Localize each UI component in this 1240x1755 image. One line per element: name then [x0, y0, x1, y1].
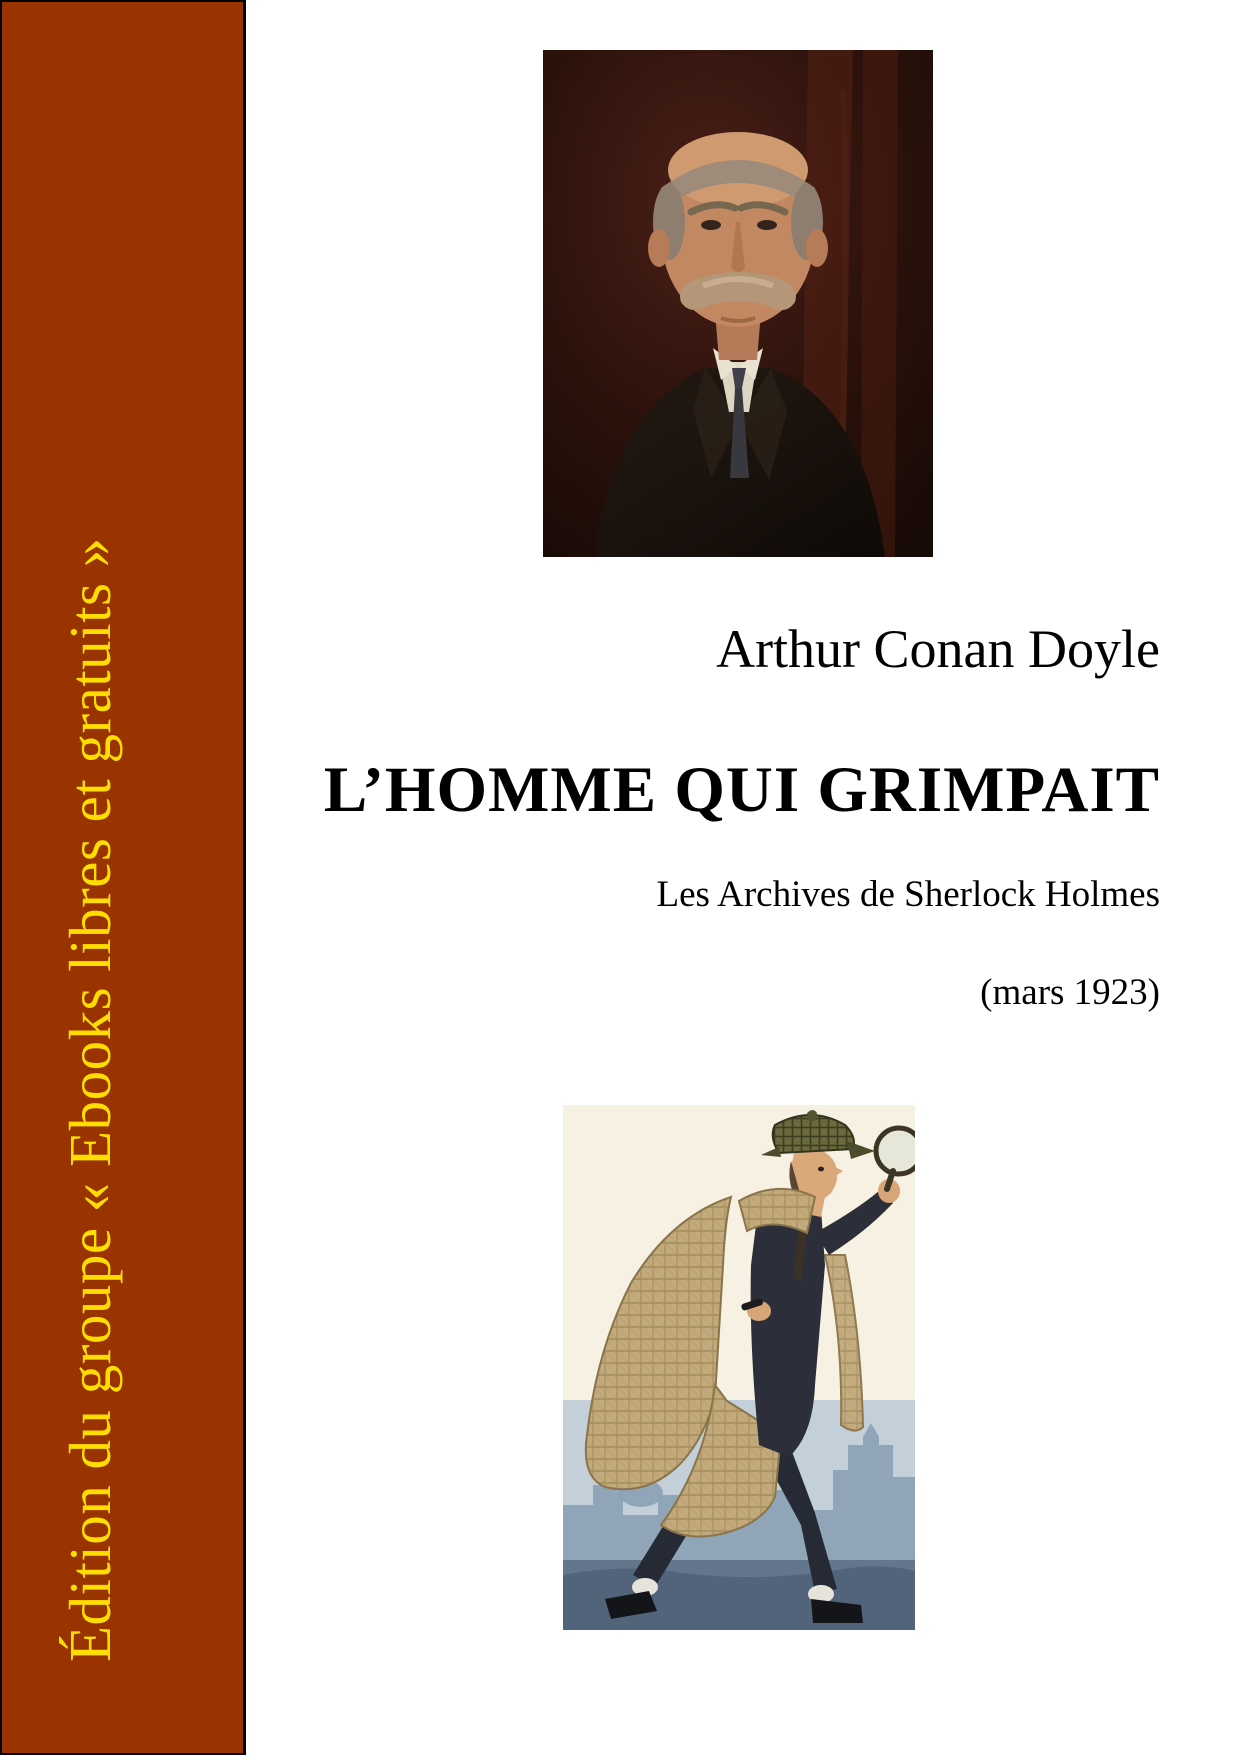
- illustration-drawing: [563, 1105, 915, 1630]
- sherlock-holmes-illustration: [563, 1105, 915, 1630]
- spine-vertical-label: Édition du groupe « Ebooks libres et gratuits »: [57, 537, 123, 1662]
- eye-right: [757, 220, 777, 230]
- author-name: Arthur Conan Doyle: [716, 619, 1160, 679]
- ear-right: [806, 229, 828, 267]
- book-title: L’HOMME QUI GRIMPAIT: [323, 754, 1160, 826]
- spine-bar: [0, 0, 246, 1755]
- series-name: Les Archives de Sherlock Holmes: [656, 874, 1160, 915]
- portrait-painting: [543, 50, 933, 557]
- ear-left: [648, 229, 670, 267]
- eye-left: [701, 220, 721, 230]
- publication-date: (mars 1923): [980, 972, 1160, 1013]
- arthur-conan-doyle-portrait: [543, 50, 933, 557]
